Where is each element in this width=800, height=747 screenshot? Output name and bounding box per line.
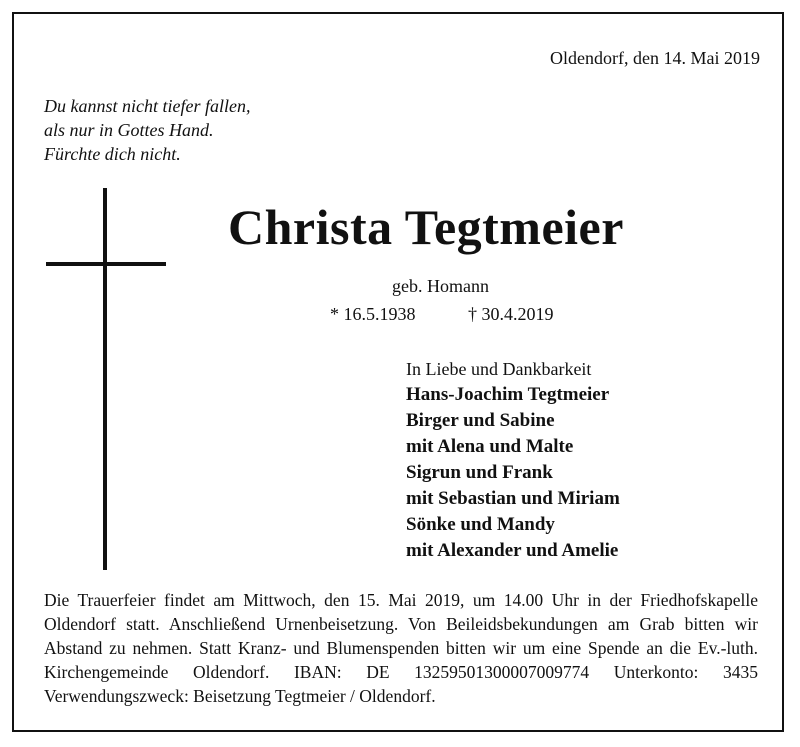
mourner-name: Hans-Joachim Tegtmeier [406, 384, 610, 405]
verse-line: Fürchte dich nicht. [44, 144, 181, 164]
mourners-list [406, 356, 620, 564]
verse-line: als nur in Gottes Hand. [44, 120, 214, 140]
cross-icon-vertical [103, 188, 107, 570]
mourner-name: Birger und Sabine [406, 410, 555, 431]
mourners-intro: In Liebe und Dankbarkeit [406, 359, 592, 379]
place-date: Oldendorf, den 14. Mai 2019 [550, 48, 760, 68]
maiden-name: geb. Homann [392, 276, 489, 296]
mourner-name: mit Sebastian und Miriam [406, 488, 620, 509]
mourner-name: Sönke und Mandy [406, 514, 555, 535]
verse-line: Du kannst nicht tiefer fallen, [44, 96, 251, 116]
funeral-notice: Die Trauerfeier findet am Mittwoch, den 15. Mai 2019, um 14.00 Uhr in der Friedhofskapelle Oldendorf statt. Anschließend Urnenbeisetzung. Von Beileidsbekundungen am Grab bitten wir Abstand zu nehmen. Statt Kranz- und Blumenspenden bitten wir um eine Spende an die Ev.-luth. Kirchengemeinde Oldendorf. IBAN: DE 13259501300007009774 Unterkonto: 3435 Verwendungszweck: Beisetzung Tegtmeier / Oldendorf. [44, 590, 758, 706]
mourner-name: mit Alexander und Amelie [406, 540, 619, 561]
death-date: † 30.4.2019 [468, 304, 554, 324]
mourner-name: mit Alena und Malte [406, 436, 574, 457]
cross-icon-horizontal [46, 262, 166, 266]
birth-date: * 16.5.1938 [330, 304, 416, 324]
mourner-name: Sigrun und Frank [406, 462, 553, 483]
verse [44, 94, 250, 166]
deceased-name: Christa Tegtmeier [228, 199, 624, 255]
